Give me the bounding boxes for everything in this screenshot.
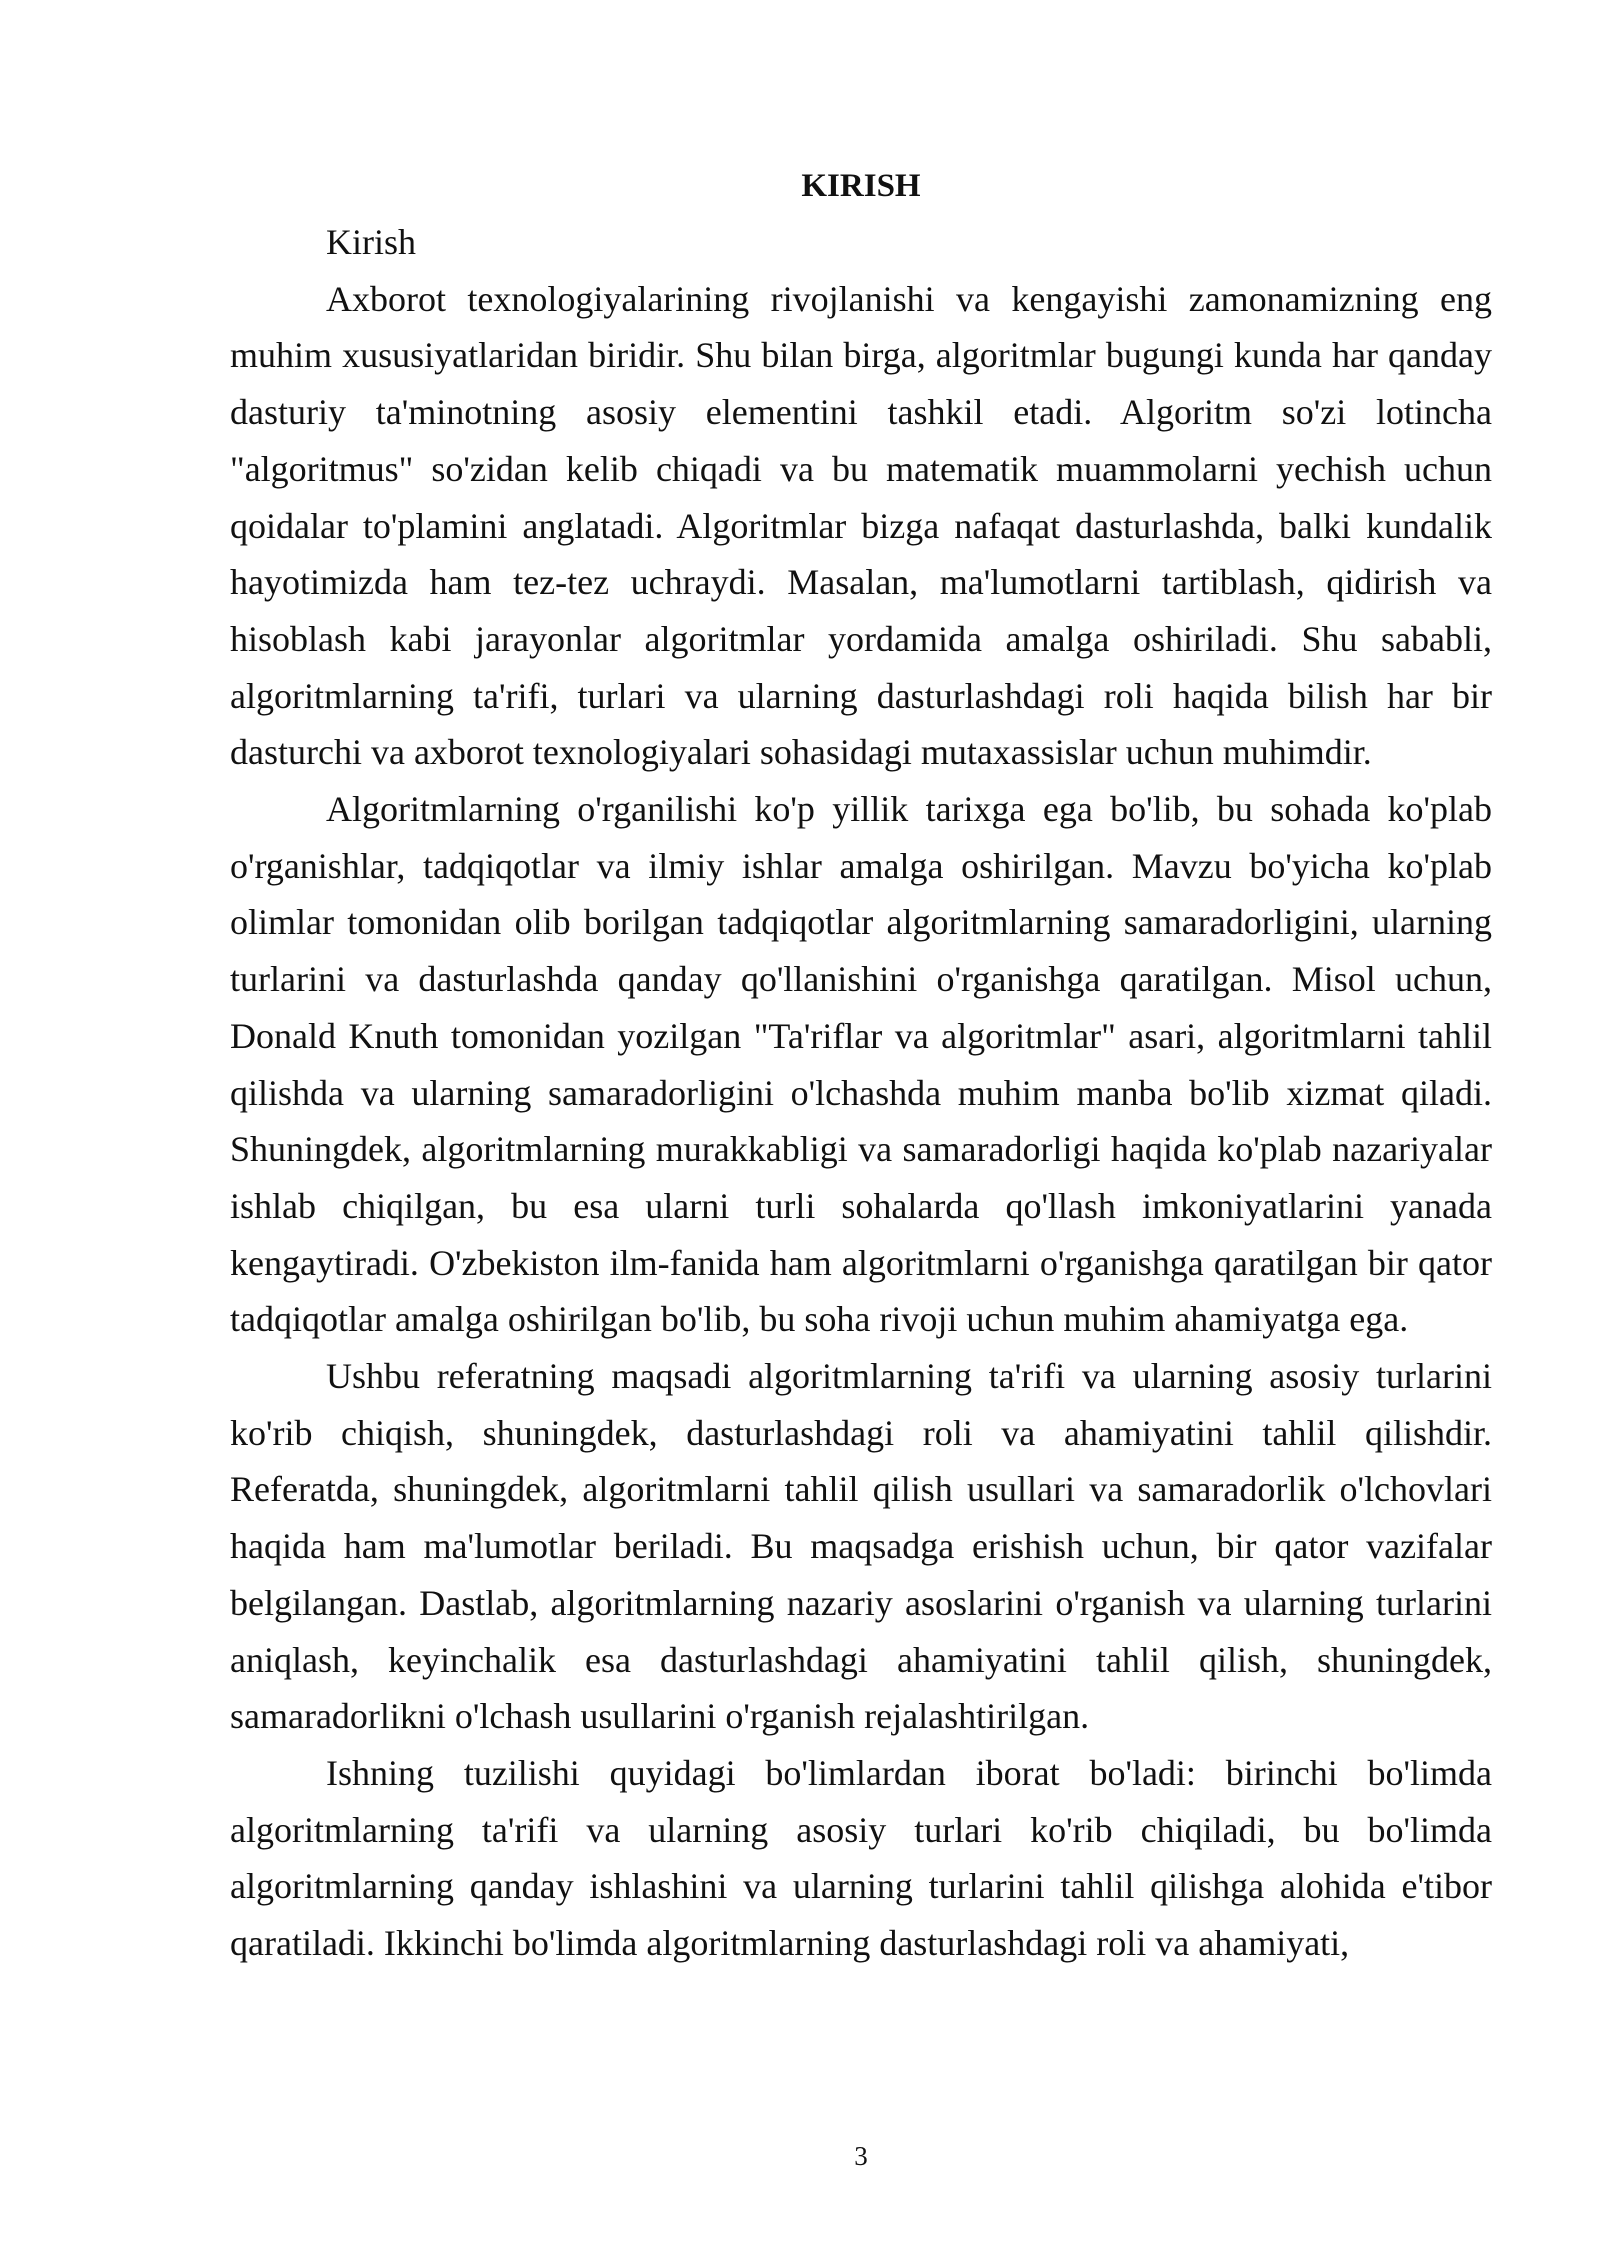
paragraph-1: Axborot texnologiyalarining rivojlanishi va kengayishi zamonamizning eng muhim xususiyatlaridan biridir. Shu bilan birga, algoritmlar bugungi kunda har qanday dasturiy ta'minotning asosiy elementini tashkil etadi. Algoritm so'zi lotincha "algoritmus" so'zidan kelib chiqadi va bu matematik muammolarni yechish uchun qoidalar to'plamini anglatadi. Algoritmlar bizga nafaqat dasturlashda, balki kundalik hayotimizda ham tez-tez uchraydi. Masalan, ma'lumotlarni tartiblash, qidirish va hisoblash kabi jarayonlar algoritmlar yordamida amalga oshiriladi. Shu sababli, algoritmlarning ta'rifi, turlari va ularning dasturlashdagi roli haqida bilish har bir dasturchi va axborot texnologiyalari sohasidagi mutaxassislar uchun muhimdir. (230, 278, 1492, 773)
page-number: 3 (854, 2141, 868, 2171)
page-title: KIRISH (801, 168, 921, 204)
section-subheading: Kirish (326, 222, 416, 262)
paragraph-3: Ushbu referatning maqsadi algoritmlarning ta'rifi va ularning asosiy turlarini ko'rib chiqish, shuningdek, dasturlashdagi roli va ahamiyatini tahlil qilishdir. Referatda, shuningdek, algoritmlarni tahlil qilish usullari va samaradorlik o'lchovlari haqida ham ma'lumotlar beriladi. Bu maqsadga erishish uchun, bir qator vazifalar belgilangan. Dastlab, algoritmlarning nazariy asoslarini o'rganish va ularning turlarini aniqlash, keyinchalik esa dasturlashdagi ahamiyatini tahlil qilish, shuningdek, samaradorlikni o'lchash usullarini o'rganish rejalashtirilgan. (230, 1356, 1492, 1737)
paragraph-2: Algoritmlarning o'rganilishi ko'p yillik tarixga ega bo'lib, bu sohada ko'plab o'rganishlar, tadqiqotlar va ilmiy ishlar amalga oshirilgan. Mavzu bo'yicha ko'plab olimlar tomonidan olib borilgan tadqiqotlar algoritmlarning samaradorligini, ularning turlarini va dasturlashda qanday qo'llanishini o'rganishga qaratilgan. Misol uchun, Donald Knuth tomonidan yozilgan "Ta'riflar va algoritmlar" asari, algoritmlarni tahlil qilishda va ularning samaradorligini o'lchashda muhim manba bo'lib xizmat qiladi. Shuningdek, algoritmlarning murakkabligi va samaradorligi haqida ko'plab nazariyalar ishlab chiqilgan, bu esa ularni turli sohalarda qo'llash imkoniyatlarini yanada kengaytiradi. O'zbekiston ilm-fanida ham algoritmlarni o'rganishga qaratilgan bir qator tadqiqotlar amalga oshirilgan bo'lib, bu soha rivoji uchun muhim ahamiyatga ega. (230, 789, 1492, 1340)
paragraph-4: Ishning tuzilishi quyidagi bo'limlardan iborat bo'ladi: birinchi bo'limda algoritmlarning ta'rifi va ularning asosiy turlari ko'rib chiqiladi, bu bo'limda algoritmlarning qanday ishlashini va ularning turlarini tahlil qilishga alohida e'tibor qaratiladi. Ikkinchi bo'limda algoritmlarning dasturlashdagi roli va ahamiyati, (230, 1752, 1492, 1964)
page-content (230, 158, 1492, 1972)
